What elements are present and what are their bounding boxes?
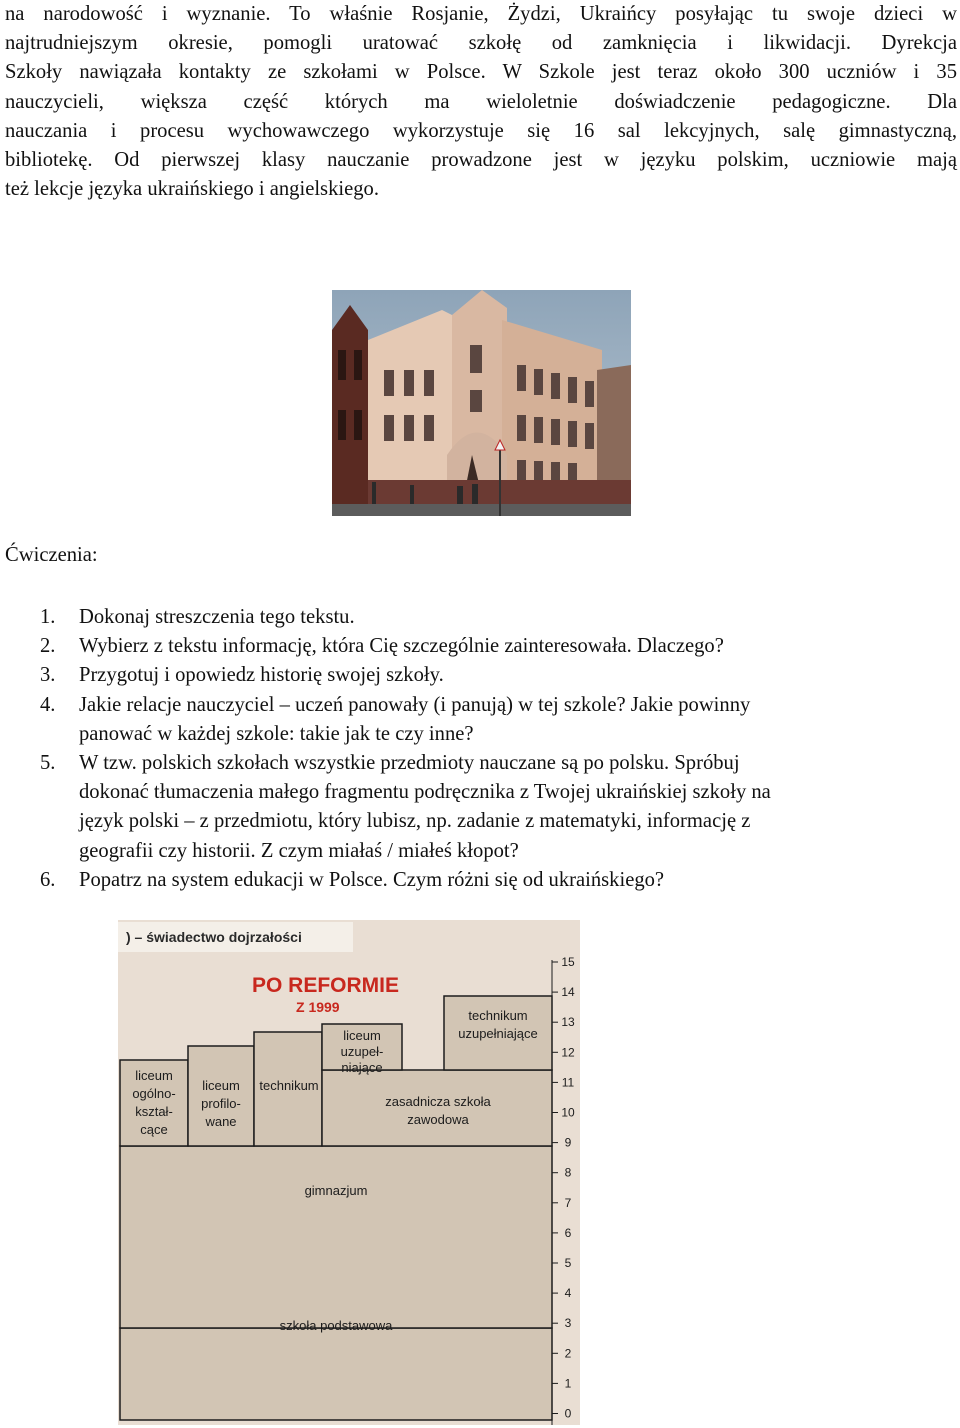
exercise-text: Przygotuj i opowiedz historię swojej szkoły. (79, 664, 444, 687)
block-gimnazjum (120, 1146, 552, 1328)
exercise-number: 5. (40, 752, 56, 775)
exercise-number: 2. (40, 635, 56, 658)
block-label: technikum (259, 1078, 319, 1093)
block-label: wane (205, 1114, 237, 1129)
block-label: uzupeł- (340, 1044, 384, 1059)
school-building-image (332, 290, 631, 516)
block-label: technikum (468, 1008, 528, 1023)
age-tick-label: 9 (564, 1135, 572, 1150)
block-label: kształ- (135, 1104, 173, 1119)
age-tick-label: 12 (561, 1045, 575, 1060)
age-tick-label: 13 (561, 1015, 575, 1030)
block-label: uzupełniające (458, 1026, 538, 1041)
age-tick-label: 6 (564, 1225, 572, 1240)
education-system-diagram (118, 920, 580, 1425)
block-label: szkoła podstawowa (279, 1318, 393, 1333)
block-label: profilo- (201, 1096, 241, 1111)
exercise-number: 1. (40, 606, 56, 628)
age-tick-label: 5 (564, 1256, 572, 1270)
exercise-text: geografii czy historii. Z czym miałaś / miałeś kłopot? (79, 839, 519, 862)
exercise-item (40, 749, 950, 866)
age-tick-label: 0 (564, 1406, 572, 1421)
block-szkola-podstawowa (120, 1328, 552, 1420)
exercise-item (40, 632, 950, 661)
intro-paragraph (5, 0, 957, 204)
block-label: liceum (202, 1078, 240, 1093)
block-label: ogólno- (132, 1086, 176, 1101)
age-tick-label: 10 (561, 1105, 575, 1120)
age-tick-label: 7 (564, 1195, 572, 1210)
exercise-text: Wybierz z tekstu informację, która Cię szczególnie zainteresowała. Dlaczego? (79, 635, 724, 658)
paragraph-line: Szkoły nawiązała kontakty ze szkołami w Polsce. W Szkole jest teraz około 300 uczniów i 35 (5, 61, 957, 84)
age-tick-label: 2 (564, 1346, 572, 1361)
exercise-item (40, 603, 950, 632)
paragraph-line: najtrudniejszym okresie, pomogli uratować szkołę od zamknięcia i likwidacji. Dyrekcja (5, 32, 957, 55)
exercise-item (40, 661, 950, 690)
age-tick-label: 15 (561, 955, 575, 969)
exercises-title: Ćwiczenia: (5, 544, 98, 566)
exercise-number: 4. (40, 693, 56, 716)
paragraph-line: bibliotekę. Od pierwszej klasy nauczanie prowadzone jest w języku polskim, uczniowie mają (5, 149, 957, 172)
block-label: zasadnicza szkoła (385, 1094, 491, 1109)
exercise-text: panować w każdej szkole: takie jak te czy inne? (79, 722, 474, 745)
block-label: gimnazjum (304, 1183, 368, 1198)
block-label: zawodowa (407, 1112, 469, 1127)
paragraph-line: na narodowość i wyznanie. To właśnie Rosjanie, Żydzi, Ukraińcy posyłając tu swoje dzieci w (5, 3, 957, 25)
exercise-number: 6. (40, 868, 56, 891)
block-label: niające (341, 1060, 383, 1075)
block-label: cące (140, 1122, 168, 1137)
age-tick-label: 14 (561, 985, 575, 1000)
age-tick-label: 3 (564, 1316, 572, 1331)
exercise-text: Popatrz na system edukacji w Polsce. Czym różni się od ukraińskiego? (79, 868, 665, 891)
exercise-item (40, 691, 950, 749)
exercise-text: dokonać tłumaczenia małego fragmentu podręcznika z Twojej ukraińskiej szkoły na (79, 781, 771, 804)
block-label: liceum (343, 1028, 381, 1043)
exercise-text: Jakie relacje nauczyciel – uczeń panowały (i panują) w tej szkole? Jakie powinny (79, 693, 751, 716)
age-tick-label: 4 (564, 1286, 572, 1301)
exercise-list (40, 603, 950, 895)
exercise-number: 3. (40, 664, 56, 687)
age-tick-label: 1 (564, 1376, 572, 1391)
reform-title: PO REFORMIE (252, 974, 400, 997)
exercise-text: W tzw. polskich szkołach wszystkie przedmioty nauczane są po polsku. Spróbuj (79, 752, 740, 775)
header-text: ) – świadectwo dojrzałości (126, 929, 302, 945)
reform-year: Z 1999 (296, 999, 340, 1015)
exercise-text: Dokonaj streszczenia tego tekstu. (79, 606, 355, 628)
paragraph-line: nauczania i procesu wychowawczego wykorzystuje się 16 sal lekcyjnych, salę gimnastyczną, (5, 119, 957, 142)
paragraph-line: też lekcje języka ukraińskiego i angielskiego. (5, 178, 379, 201)
exercise-item (40, 866, 950, 895)
education-system-svg (118, 920, 580, 1425)
paragraph-line: nauczycieli, większa część których ma wieloletnie doświadczenie pedagogiczne. Dla (5, 90, 957, 113)
age-tick-label: 8 (564, 1165, 572, 1180)
age-tick-label: 11 (561, 1075, 575, 1090)
school-building-photo (332, 290, 631, 516)
block-label: liceum (135, 1068, 173, 1083)
exercise-text: język polski – z przedmiotu, który lubisz, np. zadanie z matematyki, informację z (79, 810, 751, 833)
